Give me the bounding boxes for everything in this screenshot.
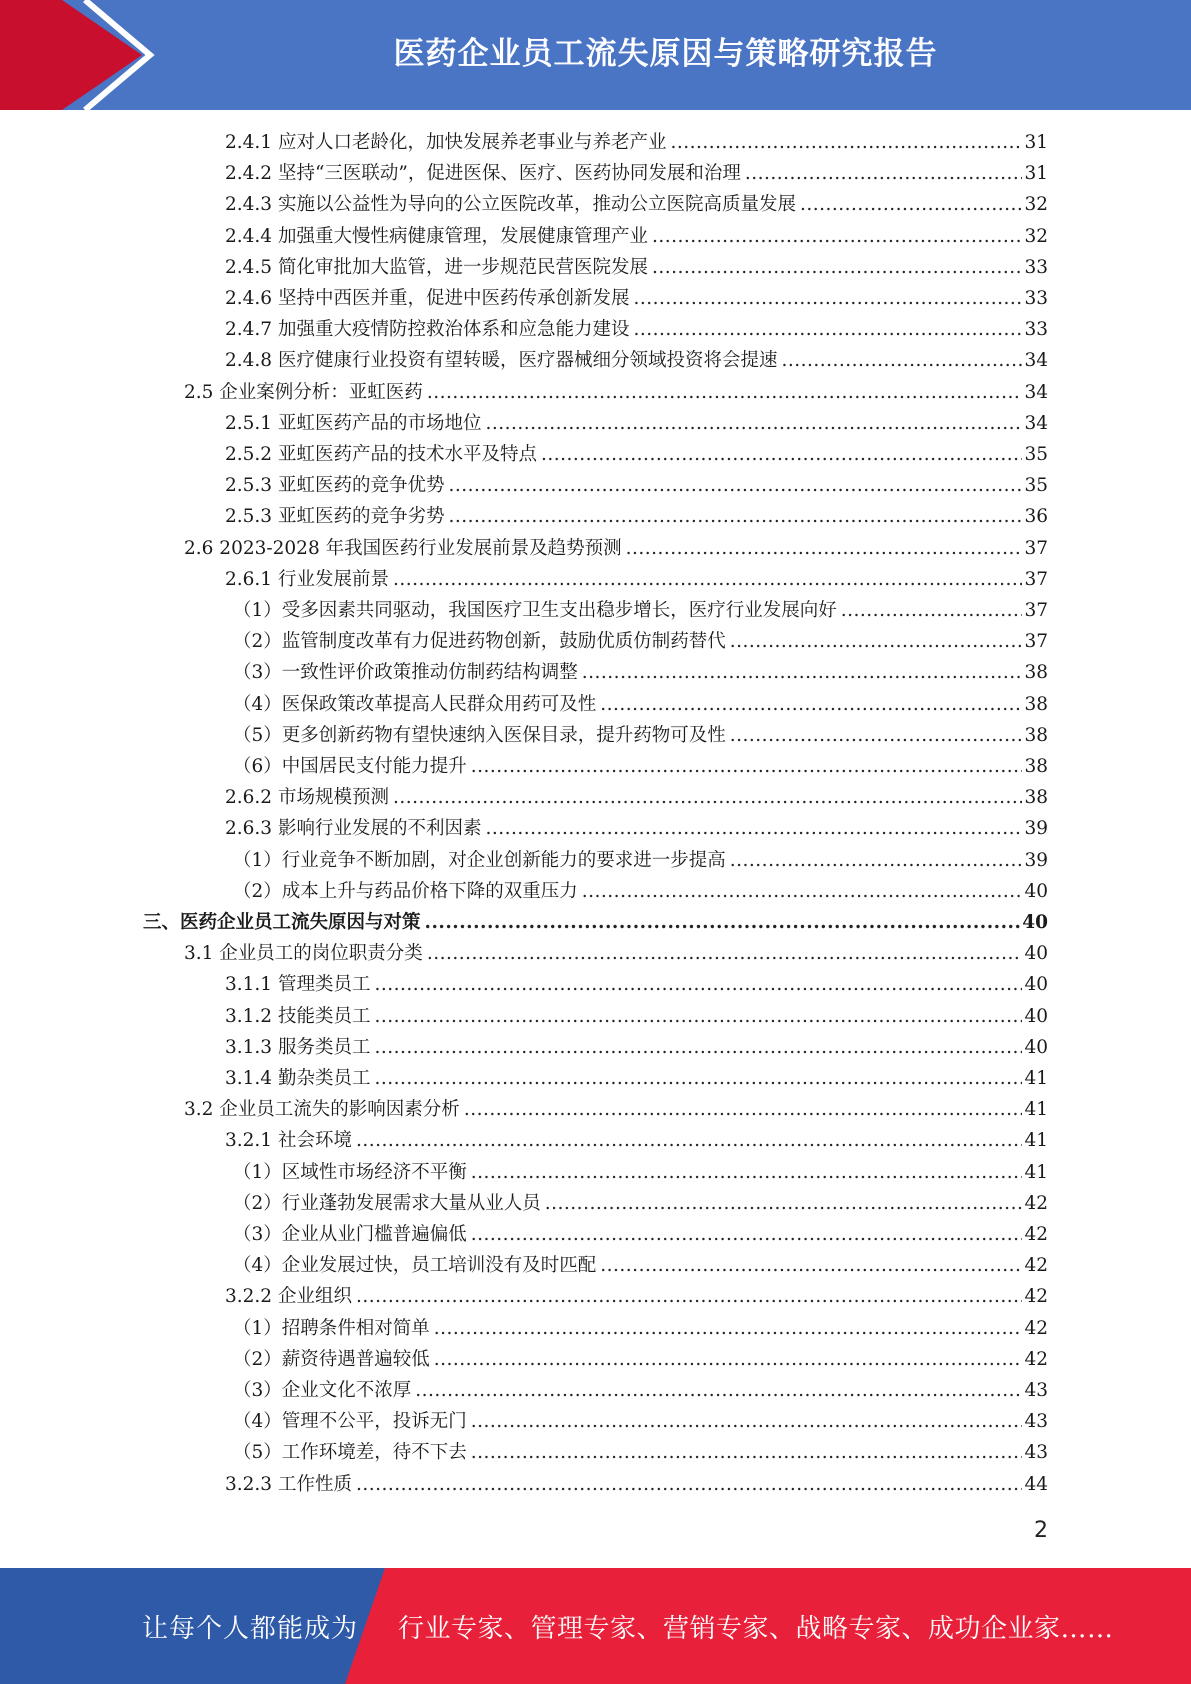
toc-entry-label: 2.5 企业案例分析：亚虹医药 [184, 381, 423, 403]
toc-entry-label: （1）招聘条件相对简单 [233, 1317, 430, 1339]
toc-entry[interactable] [233, 626, 1048, 657]
footer-slogan-right: 行业专家、管理专家、营销专家、战略专家、成功企业家…… [398, 1614, 1114, 1644]
toc-dot-leader [356, 1125, 1023, 1156]
toc-dot-leader [434, 1344, 1023, 1375]
toc-entry-label: 3.2.3 工作性质 [225, 1473, 352, 1495]
toc-entry-page: 34 [1024, 412, 1048, 434]
toc-entry-page: 38 [1024, 662, 1048, 684]
toc-entry-label: （2）行业蓬勃发展需求大量从业人员 [233, 1192, 541, 1214]
toc-entry[interactable] [225, 439, 1048, 470]
toc-dot-leader [582, 876, 1023, 907]
toc-entry[interactable] [225, 1032, 1048, 1063]
toc-entry-label: （3）一致性评价政策推动仿制药结构调整 [233, 662, 578, 684]
toc-entry-label: 3.2.2 企业组织 [225, 1286, 352, 1308]
toc-entry[interactable] [225, 813, 1048, 844]
toc-entry-page: 39 [1024, 818, 1048, 840]
toc-entry-page: 42 [1024, 1255, 1048, 1277]
toc-entry[interactable] [225, 969, 1048, 1000]
toc-entry-page: 38 [1024, 724, 1048, 746]
toc-entry-label: 2.5.3 亚虹医药的竞争劣势 [225, 506, 445, 528]
toc-entry-page: 43 [1024, 1380, 1048, 1401]
toc-dot-leader [781, 345, 1022, 376]
toc-entry[interactable] [225, 501, 1048, 532]
toc-entry[interactable] [225, 408, 1048, 439]
toc-entry-page: 37 [1024, 568, 1048, 590]
toc-dot-leader [471, 1406, 1023, 1437]
toc-entry[interactable] [233, 1313, 1048, 1344]
page-footer [0, 1568, 1191, 1684]
toc-entry-page: 33 [1024, 256, 1048, 278]
toc-dot-leader [415, 1375, 1022, 1406]
toc-entry-page: 42 [1024, 1317, 1048, 1339]
toc-entry-page: 42 [1024, 1286, 1048, 1308]
toc-entry-label: 3.1.2 技能类员工 [225, 1005, 371, 1027]
toc-entry-page: 43 [1024, 1411, 1048, 1433]
toc-entry-page: 31 [1024, 163, 1048, 185]
toc-entry-page: 32 [1024, 225, 1048, 247]
page-header [0, 0, 1191, 110]
toc-entry-page: 32 [1024, 194, 1048, 216]
toc-entry[interactable] [233, 657, 1048, 688]
toc-entry[interactable] [233, 595, 1048, 626]
toc-entry-label: 2.5.3 亚虹医药的竞争优势 [225, 475, 445, 497]
toc-entry-label: （2）成本上升与药品价格下降的双重压力 [233, 880, 578, 902]
toc-entry-label: 2.6 2023-2028 年我国医药行业发展前景及趋势预测 [184, 537, 622, 559]
toc-entry[interactable] [225, 252, 1048, 283]
toc-dot-leader [626, 533, 1023, 564]
toc-entry[interactable] [143, 907, 1048, 938]
toc-entry-page: 40 [1024, 943, 1048, 965]
toc-entry-page: 42 [1024, 1348, 1048, 1370]
toc-entry-page: 33 [1024, 288, 1048, 309]
toc-entry[interactable] [225, 189, 1048, 220]
toc-entry-label: （5）更多创新药物有望快速纳入医保目录，提升药物可及性 [233, 724, 726, 746]
toc-entry-page: 37 [1024, 537, 1048, 559]
toc-entry-label: 2.4.4 加强重大慢性病健康管理，发展健康管理产业 [225, 225, 648, 247]
toc-entry[interactable] [225, 1469, 1048, 1500]
toc-entry-page: 41 [1024, 1068, 1048, 1089]
toc-dot-leader [425, 907, 1021, 938]
toc-entry-label: （6）中国居民支付能力提升 [233, 756, 467, 777]
toc-entry[interactable] [233, 1344, 1048, 1375]
toc-entry[interactable] [225, 283, 1048, 314]
toc-entry[interactable] [233, 751, 1048, 782]
toc-entry-page: 38 [1024, 787, 1048, 809]
toc-dot-leader [471, 751, 1023, 782]
toc-dot-leader [730, 845, 1023, 876]
toc-entry-label: 2.4.5 简化审批加大监管，进一步规范民营医院发展 [225, 256, 648, 278]
toc-entry-page: 40 [1024, 974, 1048, 996]
toc-entry[interactable] [225, 1281, 1048, 1312]
toc-entry-page: 41 [1024, 1130, 1048, 1152]
toc-entry[interactable] [184, 377, 1048, 408]
toc-dot-leader [471, 1157, 1023, 1188]
toc-entry[interactable] [225, 470, 1048, 501]
toc-entry-page: 42 [1024, 1224, 1048, 1245]
toc-dot-leader [633, 314, 1022, 345]
toc-entry-label: 2.6.1 行业发展前景 [225, 568, 389, 590]
toc-entry-page: 31 [1024, 132, 1048, 153]
toc-entry[interactable] [233, 1219, 1048, 1250]
toc-entry-label: （3）企业从业门槛普遍偏低 [233, 1224, 467, 1245]
toc-dot-leader [582, 657, 1023, 688]
toc-entry-page: 35 [1024, 444, 1048, 465]
toc-dot-leader [393, 782, 1022, 813]
toc-dot-leader [471, 1437, 1023, 1468]
toc-dot-leader [434, 1313, 1023, 1344]
toc-dot-leader [471, 1219, 1023, 1250]
toc-dot-leader [545, 1188, 1023, 1219]
toc-entry-label: （4）企业发展过快，员工培训没有及时匹配 [233, 1255, 597, 1277]
toc-dot-leader [670, 127, 1022, 158]
toc-entry-label: 2.4.7 加强重大疫情防控救治体系和应急能力建设 [225, 319, 630, 341]
toc-entry-label: 3.1.3 服务类员工 [225, 1036, 371, 1058]
toc-entry[interactable] [233, 720, 1048, 751]
toc-entry[interactable] [225, 1063, 1048, 1094]
toc-dot-leader [448, 470, 1022, 501]
toc-entry-label: 2.4.8 医疗健康行业投资有望转暖，医疗器械细分领域投资将会提速 [225, 350, 778, 372]
toc-entry[interactable] [233, 845, 1048, 876]
toc-dot-leader [652, 252, 1022, 283]
toc-entry[interactable] [233, 689, 1048, 720]
toc-dot-leader [633, 283, 1022, 314]
toc-entry-label: 2.4.2 坚持“三医联动”，促进医保、医疗、医药协同发展和治理 [225, 163, 741, 185]
toc-entry[interactable] [225, 345, 1048, 376]
toc-entry-page: 40 [1024, 1005, 1048, 1027]
toc-entry[interactable] [184, 533, 1048, 564]
toc-entry-page: 38 [1024, 693, 1048, 715]
toc-entry-label: （2）监管制度改革有力促进药物创新，鼓励优质仿制药替代 [233, 631, 726, 653]
toc-entry[interactable] [225, 158, 1048, 189]
toc-entry[interactable] [225, 1001, 1048, 1032]
toc-entry-page: 44 [1024, 1473, 1048, 1495]
toc-entry-page: 37 [1024, 600, 1048, 621]
toc-entry-page: 40 [1022, 912, 1048, 933]
toc-entry-page: 38 [1024, 756, 1048, 777]
toc-entry-label: 3.2.1 社会环境 [225, 1130, 352, 1152]
toc-entry-label: 3.2 企业员工流失的影响因素分析 [184, 1099, 460, 1121]
toc-entry-label: （5）工作环境差，待不下去 [233, 1442, 467, 1464]
toc-entry-label: （1）区域性市场经济不平衡 [233, 1161, 467, 1183]
toc-entry[interactable] [184, 938, 1048, 969]
toc-entry-page: 34 [1024, 350, 1048, 372]
toc-entry-label: （2）薪资待遇普遍较低 [233, 1348, 430, 1370]
toc-entry-page: 41 [1024, 1099, 1048, 1121]
toc-dot-leader [374, 1001, 1022, 1032]
toc-entry[interactable] [233, 1406, 1048, 1437]
toc-dot-leader [652, 221, 1022, 252]
toc-entry-page: 33 [1024, 319, 1048, 341]
toc-dot-leader [841, 595, 1023, 626]
toc-entry-page: 40 [1024, 1036, 1048, 1058]
toc-dot-leader [600, 689, 1022, 720]
toc-dot-leader [356, 1281, 1023, 1312]
toc-dot-leader [541, 439, 1022, 470]
toc-entry-label: （4）医保政策改革提高人民群众用药可及性 [233, 693, 597, 715]
toc-dot-leader [800, 189, 1022, 220]
toc-entry[interactable] [225, 1125, 1048, 1156]
toc-entry[interactable] [225, 314, 1048, 345]
toc-entry-page: 42 [1024, 1192, 1048, 1214]
toc-dot-leader [356, 1469, 1023, 1500]
toc-entry-page: 41 [1024, 1161, 1048, 1183]
toc-entry-label: （4）管理不公平，投诉无门 [233, 1411, 467, 1433]
toc-entry-page: 35 [1024, 475, 1048, 497]
toc-dot-leader [600, 1250, 1022, 1281]
toc-entry[interactable] [184, 1094, 1048, 1125]
toc-entry-label: 2.4.1 应对人口老龄化，加快发展养老事业与养老产业 [225, 132, 667, 153]
toc-entry-page: 39 [1024, 849, 1048, 871]
toc-entry-label: 2.6.2 市场规模预测 [225, 787, 389, 809]
toc-dot-leader [730, 720, 1023, 751]
toc-dot-leader [485, 408, 1022, 439]
toc-entry[interactable] [233, 1157, 1048, 1188]
toc-entry-label: 三、医药企业员工流失原因与对策 [143, 912, 421, 933]
footer-slogan-left: 让每个人都能成为 [142, 1614, 359, 1644]
toc-entry[interactable] [233, 1437, 1048, 1468]
toc-entry[interactable] [233, 1375, 1048, 1406]
toc-dot-leader [374, 1063, 1022, 1094]
toc-dot-leader [393, 564, 1022, 595]
toc-entry-label: 3.1 企业员工的岗位职责分类 [184, 943, 423, 965]
toc-entry-label: 3.1.4 勤杂类员工 [225, 1068, 371, 1089]
toc-entry[interactable] [233, 1250, 1048, 1281]
toc-entry[interactable] [233, 1188, 1048, 1219]
toc-entry-label: （3）企业文化不浓厚 [233, 1380, 412, 1401]
toc-entry[interactable] [225, 564, 1048, 595]
toc-dot-leader [427, 377, 1023, 408]
toc-entry-label: 2.5.2 亚虹医药产品的技术水平及特点 [225, 444, 537, 465]
toc-entry[interactable] [233, 876, 1048, 907]
toc-entry-page: 36 [1024, 506, 1048, 528]
toc-dot-leader [745, 158, 1023, 189]
toc-entry-page: 34 [1024, 381, 1048, 403]
toc-entry-label: 2.4.6 坚持中西医并重，促进中医药传承创新发展 [225, 288, 630, 309]
toc-entry[interactable] [225, 221, 1048, 252]
toc-entry-label: 2.4.3 实施以公益性为导向的公立医院改革，推动公立医院高质量发展 [225, 194, 796, 216]
toc-entry-page: 37 [1024, 631, 1048, 653]
toc-dot-leader [374, 1032, 1022, 1063]
toc-entry-label: 3.1.1 管理类员工 [225, 974, 371, 996]
toc-dot-leader [448, 501, 1022, 532]
toc-dot-leader [730, 626, 1023, 657]
toc-entry-label: 2.5.1 亚虹医药产品的市场地位 [225, 412, 482, 434]
toc-entry[interactable] [225, 782, 1048, 813]
toc-entry-page: 40 [1024, 880, 1048, 902]
toc-entry-page: 43 [1024, 1442, 1048, 1464]
page-number: 2 [1034, 1518, 1048, 1543]
toc-dot-leader [374, 969, 1022, 1000]
toc-entry-label: （1）受多因素共同驱动，我国医疗卫生支出稳步增长，医疗行业发展向好 [233, 600, 837, 621]
toc-dot-leader [427, 938, 1023, 969]
document-title: 医药企业员工流失原因与策略研究报告 [393, 36, 938, 72]
toc-entry-label: 2.6.3 影响行业发展的不利因素 [225, 818, 482, 840]
toc-dot-leader [464, 1094, 1023, 1125]
toc-dot-leader [485, 813, 1022, 844]
toc-entry-label: （1）行业竞争不断加剧，对企业创新能力的要求进一步提高 [233, 849, 726, 871]
toc-entry[interactable] [225, 127, 1048, 158]
